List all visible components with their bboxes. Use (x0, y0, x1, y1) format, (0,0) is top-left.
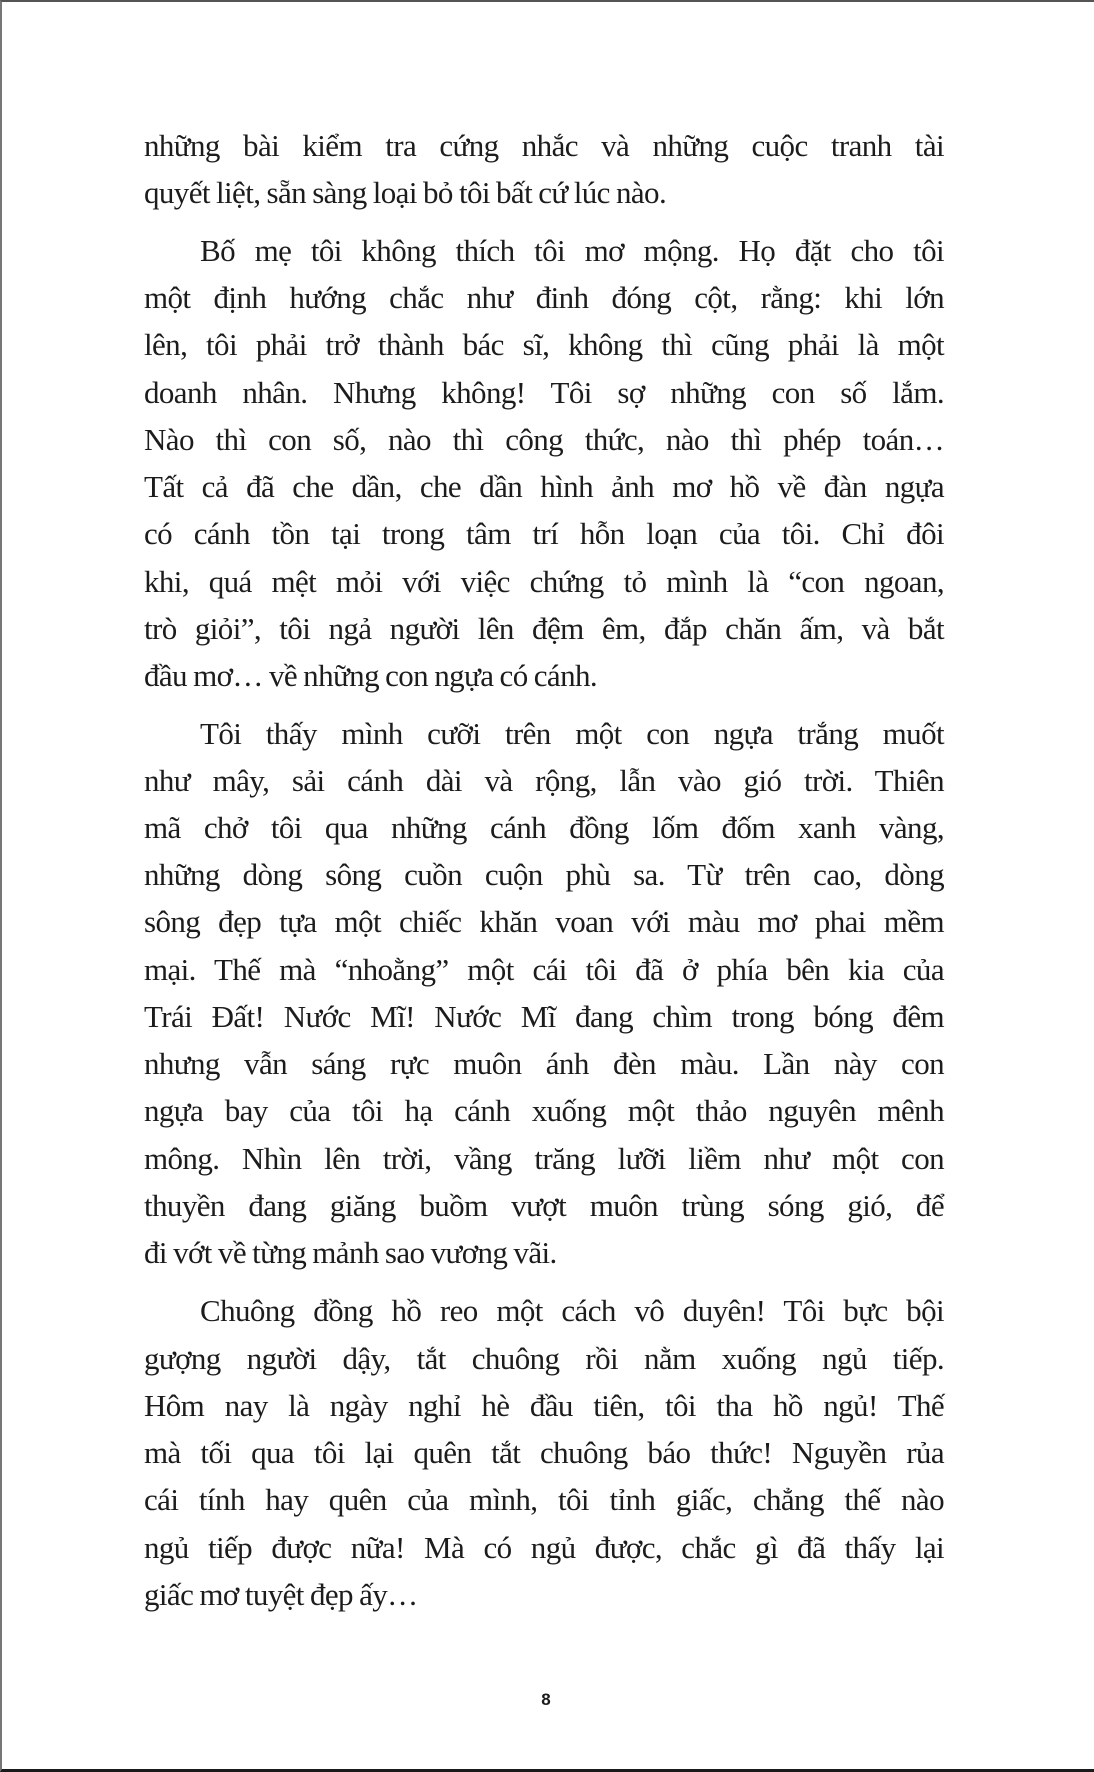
text-line: Tất cả đã che dần, che dần hình ảnh mơ hồ về đàn ngựa (144, 469, 944, 504)
text-line: Nào thì con số, nào thì công thức, nào thì phép toán… (144, 422, 944, 457)
text-line: quyết liệt, sẵn sàng loại bỏ tôi bất cứ lúc nào. (144, 175, 667, 210)
text-line: mà tối qua tôi lại quên tắt chuông báo thức! Nguyền rủa (144, 1435, 944, 1470)
text-line: Bố mẹ tôi không thích tôi mơ mộng. Họ đặt cho tôi (200, 233, 944, 268)
text-line: giấc mơ tuyệt đẹp ấy… (144, 1577, 418, 1612)
text-line: doanh nhân. Nhưng không! Tôi sợ những con số lắm. (144, 375, 944, 410)
text-line: Hôm nay là ngày nghỉ hè đầu tiên, tôi tha hồ ngủ! Thế (144, 1388, 944, 1423)
text-line: gượng người dậy, tắt chuông rồi nằm xuống ngủ tiếp. (144, 1341, 944, 1376)
text-line: mông. Nhìn lên trời, vầng trăng lưỡi liềm như một con (144, 1141, 944, 1176)
text-line: một định hướng chắc như đinh đóng cột, rằng: khi lớn (144, 280, 944, 315)
text-line: Trái Đất! Nước Mĩ! Nước Mĩ đang chìm trong bóng đêm (144, 999, 944, 1034)
text-line: Chuông đồng hồ reo một cách vô duyên! Tôi bực bội (200, 1293, 944, 1328)
text-line: Tôi thấy mình cưỡi trên một con ngựa trắng muốt (200, 716, 944, 751)
text-line: lên, tôi phải trở thành bác sĩ, không thì cũng phải là một (144, 327, 944, 362)
text-line: có cánh tồn tại trong tâm trí hỗn loạn của tôi. Chỉ đôi (144, 516, 944, 551)
text-line: đi vớt về từng mảnh sao vương vãi. (144, 1235, 557, 1270)
text-line: khi, quá mệt mỏi với việc chứng tỏ mình là “con ngoan, (144, 564, 944, 599)
text-line: cái tính hay quên của mình, tôi tỉnh giấc, chẳng thế nào (144, 1482, 944, 1517)
text-line: nhưng vẫn sáng rực muôn ánh đèn màu. Lần này con (144, 1046, 944, 1081)
text-line: ngủ tiếp được nữa! Mà có ngủ được, chắc gì đã thấy lại (144, 1530, 944, 1565)
text-line: đầu mơ… về những con ngựa có cánh. (144, 658, 598, 693)
text-line: thuyền đang giăng buồm vượt muôn trùng sóng gió, để (144, 1188, 944, 1223)
text-line: những dòng sông cuồn cuộn phù sa. Từ trên cao, dòng (144, 857, 944, 892)
text-line: ngựa bay của tôi hạ cánh xuống một thảo nguyên mênh (144, 1093, 944, 1128)
text-line: như mây, sải cánh dài và rộng, lẫn vào gió trời. Thiên (144, 763, 944, 798)
text-line: những bài kiểm tra cứng nhắc và những cuộc tranh tài (144, 128, 944, 163)
text-line: mã chở tôi qua những cánh đồng lốm đốm xanh vàng, (144, 810, 944, 845)
text-line: sông đẹp tựa một chiếc khăn voan với màu mơ phai mềm (144, 904, 944, 939)
page-number: 8 (541, 1690, 551, 1709)
text-line: mại. Thế mà “nhoằng” một cái tôi đã ở phía bên kia của (144, 952, 944, 987)
text-line: trò giỏi”, tôi ngả người lên đệm êm, đắp chăn ấm, và bắt (144, 611, 944, 646)
